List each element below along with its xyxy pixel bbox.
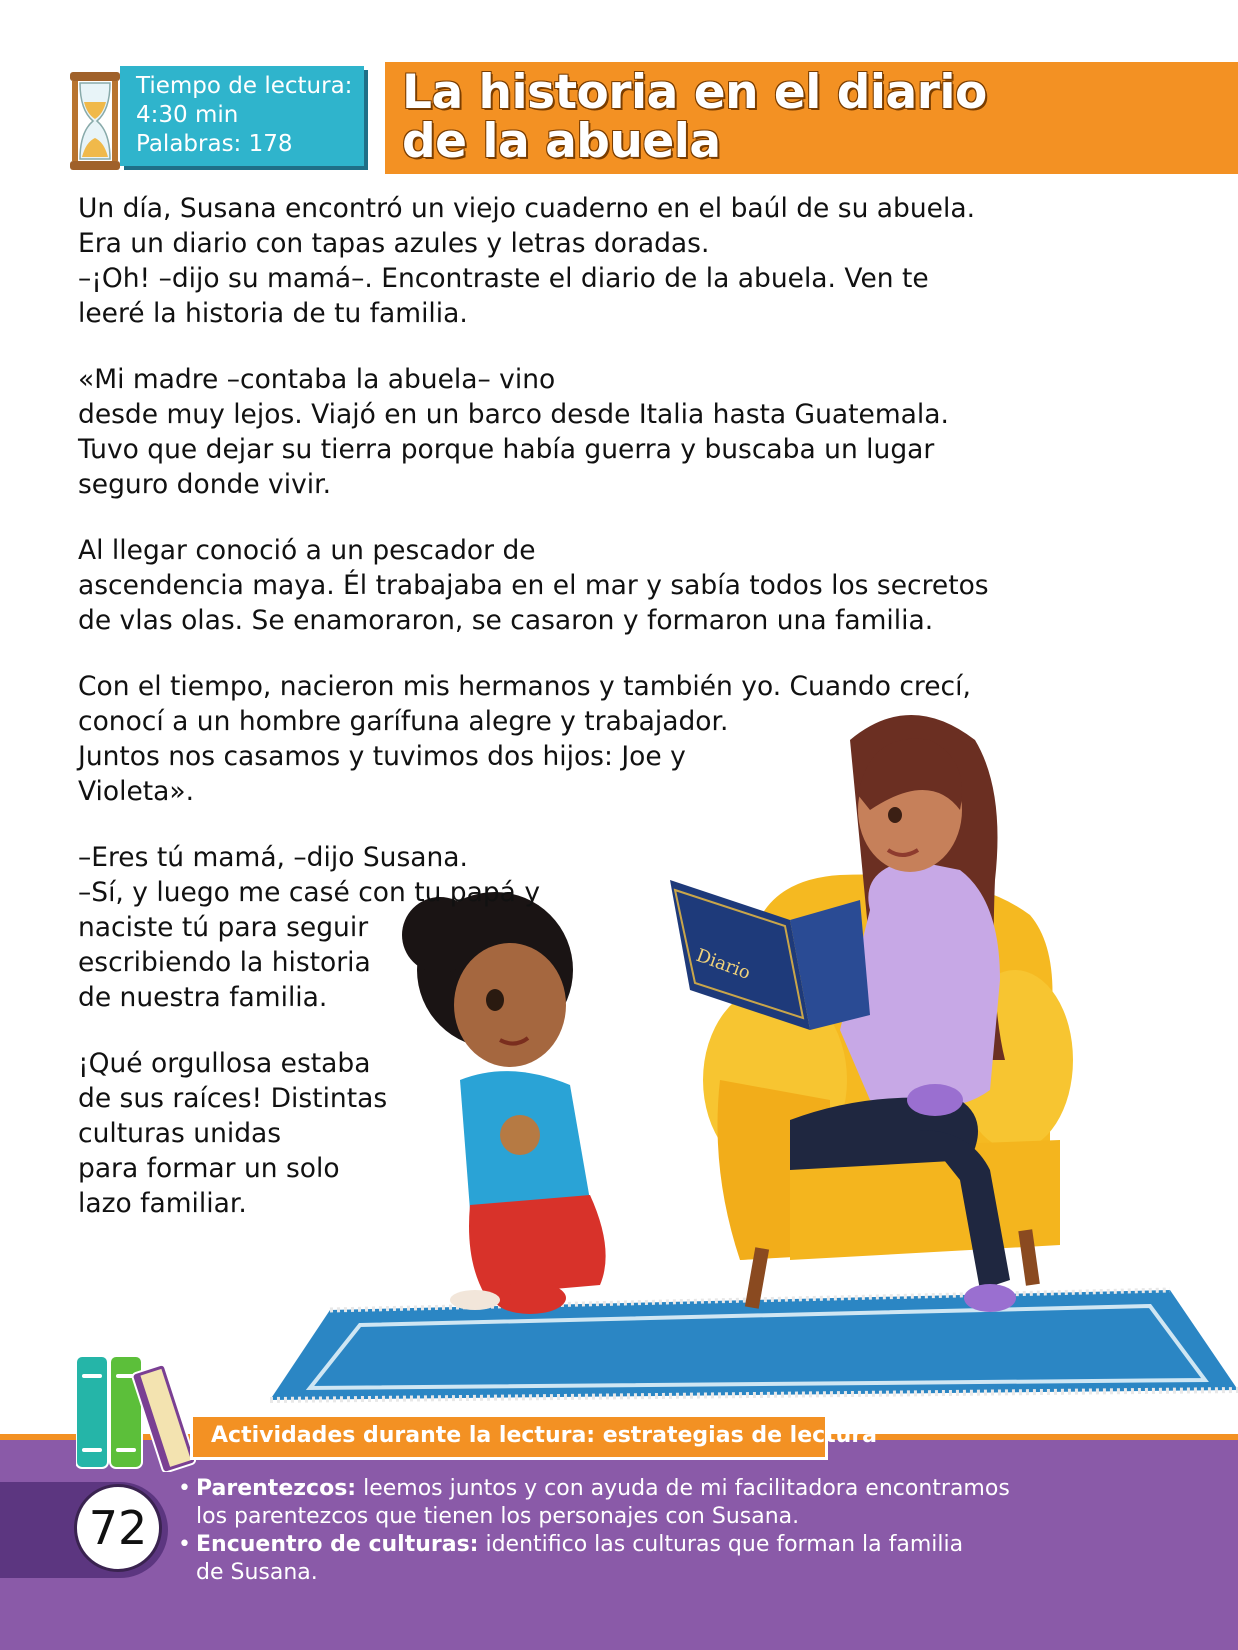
story-line: lazo familiar. bbox=[78, 1188, 247, 1219]
activities-heading: Actividades durante la lectura: estrategias de lectura bbox=[190, 1414, 828, 1460]
story-line: desde muy lejos. Viajó en un barco desde Italia hasta Guatemala. bbox=[78, 399, 949, 430]
story-line: Al llegar conoció a un pescador de bbox=[78, 535, 536, 566]
activity-text: de Susana. bbox=[196, 1560, 318, 1585]
page-title-line1: La historia en el diario bbox=[402, 65, 987, 120]
word-count: Palabras: 178 bbox=[136, 131, 293, 157]
story-line: Juntos nos casamos y tuvimos dos hijos: Joe y bbox=[78, 741, 686, 772]
story-line: –Eres tú mamá, –dijo Susana. bbox=[78, 842, 468, 873]
hourglass-icon bbox=[68, 72, 122, 170]
activity-text: leemos juntos y con ayuda de mi facilitadora encontramos bbox=[356, 1476, 1010, 1501]
story-line: seguro donde vivir. bbox=[78, 469, 332, 500]
story-line: de sus raíces! Distintas bbox=[78, 1083, 388, 1114]
diary-book-cover-text: Diario bbox=[693, 944, 754, 984]
story-line: culturas unidas bbox=[78, 1118, 282, 1149]
books-icon bbox=[76, 1352, 206, 1472]
story-line: –¡Oh! –dijo su mamá–. Encontraste el diario de la abuela. Ven te bbox=[78, 263, 929, 294]
story-line: escribiendo la historia bbox=[78, 947, 371, 978]
story-paragraph-1 bbox=[78, 191, 1068, 331]
story-paragraph-5 bbox=[78, 840, 1068, 1015]
story-line: de nuestra familia. bbox=[78, 982, 328, 1013]
page-number: 72 bbox=[74, 1484, 162, 1572]
story-line: naciste tú para seguir bbox=[78, 912, 369, 943]
story-line: Tuvo que dejar su tierra porque había guerra y buscaba un lugar bbox=[78, 434, 935, 465]
story-paragraph-3 bbox=[78, 533, 1068, 638]
story-paragraph-6 bbox=[78, 1046, 1068, 1221]
activity-term: Encuentro de culturas: bbox=[196, 1532, 479, 1557]
story-line: Con el tiempo, nacieron mis hermanos y también yo. Cuando crecí, bbox=[78, 671, 971, 702]
story-paragraph-4 bbox=[78, 669, 1068, 809]
story-line: –Sí, y luego me casé con tu papá y bbox=[78, 877, 541, 908]
bullet: • bbox=[178, 1532, 191, 1557]
activity-item-parentezcos bbox=[178, 1475, 1078, 1531]
story-line: ¡Qué orgullosa estaba bbox=[78, 1048, 371, 1079]
story-line: Era un diario con tapas azules y letras doradas. bbox=[78, 228, 710, 259]
story-line: para formar un solo bbox=[78, 1153, 340, 1184]
story-line: Un día, Susana encontró un viejo cuaderno en el baúl de su abuela. bbox=[78, 193, 975, 224]
page-title-line2: de la abuela bbox=[402, 114, 721, 169]
story-line: ascendencia maya. Él trabajaba en el mar y sabía todos los secretos bbox=[78, 570, 989, 601]
reading-time-value: 4:30 min bbox=[136, 102, 239, 128]
bullet: • bbox=[178, 1476, 191, 1501]
activities-list bbox=[178, 1475, 1078, 1587]
story-line: Violeta». bbox=[78, 776, 195, 807]
story-body bbox=[78, 191, 1068, 1252]
story-line: leeré la historia de tu familia. bbox=[78, 298, 468, 329]
page-title bbox=[402, 65, 1222, 169]
story-line: «Mi madre –contaba la abuela– vino bbox=[78, 364, 556, 395]
activity-text: los parentezcos que tienen los personajes con Susana. bbox=[196, 1504, 800, 1529]
story-line: conocí a un hombre garífuna alegre y trabajador. bbox=[78, 706, 729, 737]
reading-info-box bbox=[120, 66, 364, 166]
activity-text: identifico las culturas que forman la familia bbox=[478, 1532, 964, 1557]
story-line: de vlas olas. Se enamoraron, se casaron y formaron una familia. bbox=[78, 605, 934, 636]
activity-item-encuentro-de-culturas bbox=[178, 1531, 1078, 1587]
reading-time-label: Tiempo de lectura: bbox=[136, 73, 353, 99]
activity-term: Parentezcos: bbox=[196, 1476, 357, 1501]
story-paragraph-2 bbox=[78, 362, 1068, 502]
